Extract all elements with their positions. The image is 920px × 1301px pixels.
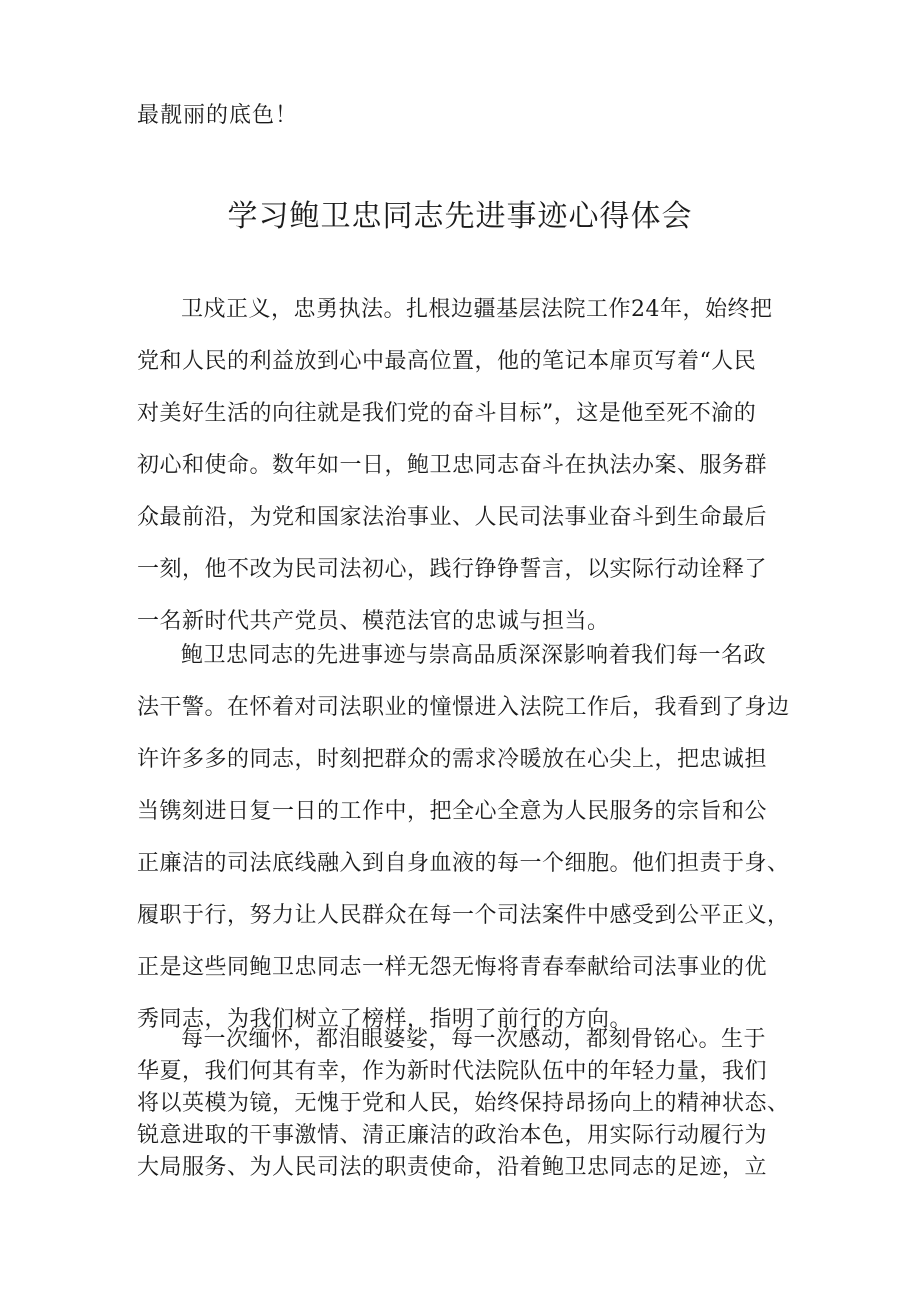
paragraph-line: 卫戍正义，忠勇执法。扎根边疆基层法院工作24年，始终把: [181, 297, 773, 322]
carry-over-text: 最靓丽的底色！: [137, 103, 299, 128]
document-title: 学习鲍卫忠同志先进事迹心得体会: [227, 199, 693, 234]
paragraph-line: 秀同志，为我们树立了榜样，指明了前行的方向。: [137, 1007, 633, 1032]
paragraph-line: 将以英模为镜，无愧于党和人民，始终保持昂扬向上的精神状态、: [137, 1091, 790, 1116]
paragraph-line: 党和人民的利益放到心中最高位置，他的笔记本扉页写着“人民: [137, 349, 757, 374]
paragraph-line: 法干警。在怀着对司法职业的憧憬进入法院工作后，我看到了身边: [137, 695, 790, 720]
paragraph-line: 一名新时代共产党员、模范法官的忠诚与担当。: [137, 609, 610, 634]
paragraph-3: [137, 1024, 797, 1184]
paragraph-line: 履职于行，努力让人民群众在每一个司法案件中感受到公平正义，: [137, 903, 790, 928]
paragraph-line: 当镌刻进日复一日的工作中，把全心全意为人民服务的宗旨和公: [137, 799, 768, 824]
paragraph-line: 正廉洁的司法底线融入到自身血液的每一个细胞。他们担责于身、: [137, 851, 790, 876]
paragraph-line: 鲍卫忠同志的先进事迹与崇高品质深深影响着我们每一名政: [181, 643, 767, 668]
paragraph-line: 对美好生活的向往就是我们党的奋斗目标”，这是他至死不渝的: [137, 401, 757, 426]
paragraph-line: 华夏，我们何其有幸，作为新时代法院队伍中的年轻力量，我们: [137, 1059, 768, 1084]
paragraph-line: 初心和使命。数年如一日，鲍卫忠同志奋斗在执法办案、服务群: [137, 453, 768, 478]
paragraph-line: 大局服务、为人民司法的职责使命，沿着鲍卫忠同志的足迹，立: [137, 1155, 768, 1180]
paragraph-1: [137, 284, 797, 648]
paragraph-line: 正是这些同鲍卫忠同志一样无怨无悔将青春奉献给司法事业的优: [137, 955, 768, 980]
paragraph-line: 许许多多的同志，时刻把群众的需求冷暖放在心尖上，把忠诚担: [137, 747, 768, 772]
paragraph-line: 每一次缅怀，都泪眼婆娑，每一次感动，都刻骨铭心。生于: [181, 1027, 767, 1052]
paragraph-line: 众最前沿，为党和国家法治事业、人民司法事业奋斗到生命最后: [137, 505, 768, 530]
paragraph-2: [137, 630, 797, 1046]
paragraph-line: 锐意进取的干事激情、清正廉洁的政治本色，用实际行动履行为: [137, 1123, 768, 1148]
paragraph-line: 一刻，他不改为民司法初心，践行铮铮誓言，以实际行动诠释了: [137, 557, 768, 582]
